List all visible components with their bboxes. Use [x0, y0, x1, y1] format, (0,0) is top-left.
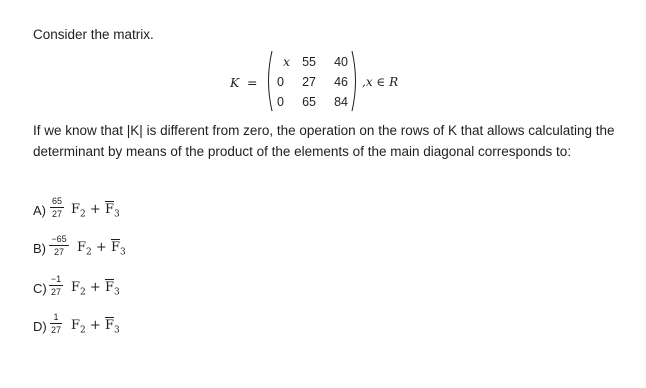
row-operation [71, 318, 120, 336]
matrix-cell: 46 [334, 75, 348, 89]
fraction-numerator: −65 [51, 234, 67, 244]
matrix-cell: 0 [277, 75, 284, 89]
matrix-cell: 65 [302, 95, 316, 109]
row-b: $\overline{F}$ [110, 240, 120, 255]
matrix-cell: 55 [302, 55, 316, 69]
row-b-index: 3 [113, 287, 120, 298]
plus-sign: + [89, 280, 101, 295]
fraction-denominator: 27 [53, 247, 64, 257]
question-text: If we know that |K| is different from zero, the operation on the rows of K that allows calculating the determinant by means of the product of the elements of the main diagonal corresponds to: [33, 123, 615, 159]
fraction-bar [49, 245, 69, 246]
fraction [49, 274, 63, 297]
matrix-name: K [230, 75, 240, 90]
right-paren-icon [350, 50, 360, 112]
row-b-index: 3 [113, 325, 120, 336]
fraction-numerator: 65 [51, 196, 62, 206]
row-operation [71, 202, 120, 220]
row-a-index: 2 [80, 209, 86, 220]
row-a-index: 2 [80, 325, 86, 336]
fraction-bar [50, 323, 62, 324]
option-letter: C) [33, 281, 47, 296]
fraction [50, 312, 62, 335]
plus-sign: + [89, 318, 101, 333]
row-b-index: 3 [113, 209, 120, 220]
row-b: $\overline{F}$ [104, 280, 114, 295]
fraction-bar [50, 207, 64, 208]
left-paren-icon [264, 50, 274, 112]
fraction-bar [49, 285, 63, 286]
equals-sign: = [247, 75, 258, 90]
option-b[interactable] [33, 234, 173, 262]
row-a: F [71, 318, 81, 333]
option-d[interactable] [33, 312, 173, 340]
matrix-k [230, 50, 430, 112]
matrix-cell: 84 [334, 95, 348, 109]
row-b: $\overline{F}$ [104, 202, 114, 217]
fraction-numerator: 1 [53, 312, 59, 322]
plus-sign: + [89, 202, 101, 217]
option-letter: A) [33, 203, 46, 218]
option-a[interactable] [33, 196, 173, 224]
fraction-numerator: −1 [50, 274, 62, 284]
fraction [50, 196, 64, 219]
row-a-index: 2 [86, 247, 92, 258]
row-a: F [71, 280, 81, 295]
option-letter: B) [33, 241, 46, 256]
domain-condition: ,x ∈ R [362, 75, 399, 89]
row-a: F [71, 202, 81, 217]
fraction-denominator: 27 [50, 287, 61, 297]
fraction [49, 234, 69, 257]
intro-text: Consider the matrix. [33, 27, 154, 42]
fraction-denominator: 27 [50, 325, 61, 335]
row-b-index: 3 [119, 247, 126, 258]
matrix-cell: x [282, 54, 290, 69]
row-b: $\overline{F}$ [104, 318, 114, 333]
matrix-cell: 40 [334, 55, 348, 69]
option-c[interactable] [33, 274, 173, 302]
fraction-denominator: 27 [51, 209, 62, 219]
row-a: F [77, 240, 87, 255]
row-operation [77, 240, 126, 258]
plus-sign: + [95, 240, 107, 255]
matrix-cell: 27 [302, 75, 316, 89]
option-letter: D) [33, 319, 47, 334]
row-a-index: 2 [80, 287, 86, 298]
matrix-cell: 0 [277, 95, 284, 109]
row-operation [71, 280, 120, 298]
